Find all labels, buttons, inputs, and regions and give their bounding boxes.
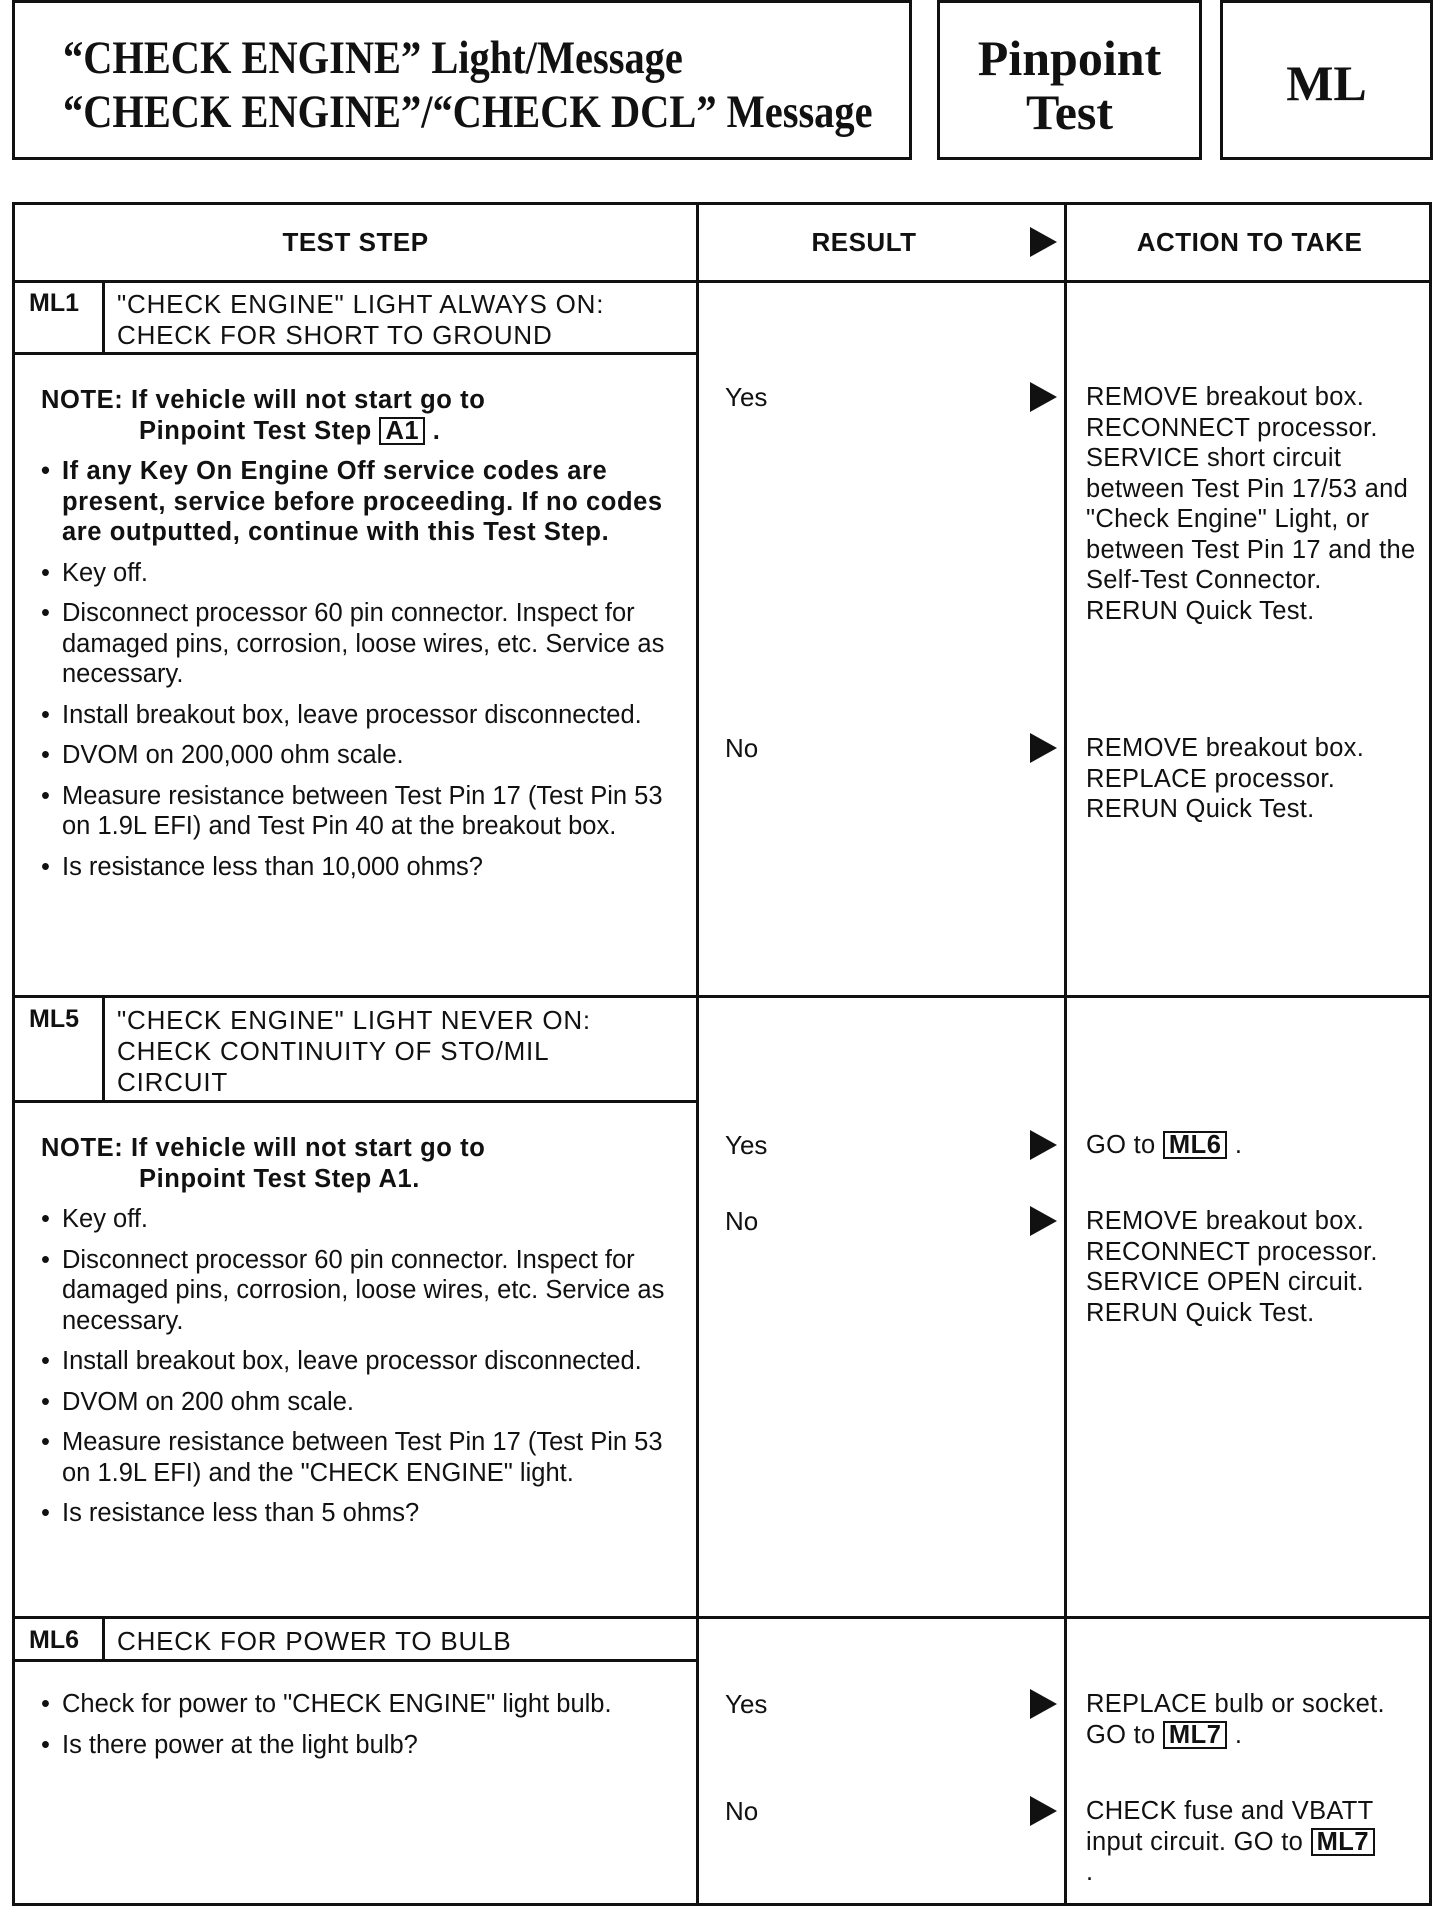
- step-id: ML5: [29, 1005, 79, 1033]
- title-box: [12, 0, 912, 160]
- row-divider: [15, 995, 1429, 998]
- test-code: ML: [1286, 55, 1367, 111]
- arrow-right-icon: [1030, 1689, 1057, 1719]
- column-divider: [696, 205, 699, 1903]
- step-title: "CHECK ENGINE" LIGHT ALWAYS ON: CHECK FOR SHORT TO GROUND: [117, 289, 605, 350]
- arrow-right-icon: [1030, 1130, 1057, 1160]
- action-no: [1086, 1796, 1386, 1888]
- note-text-indented: Pinpoint Test Step A1.: [139, 1164, 420, 1193]
- action-period: .: [1234, 1720, 1243, 1749]
- result-no: No: [725, 1796, 759, 1826]
- list-item: • Measure resistance between Test Pin 17 (Test Pin 53 on 1.9L EFI) and the "CHECK ENGINE" light.: [41, 1427, 683, 1488]
- step-reference: A1: [379, 417, 425, 445]
- list-item: • DVOM on 200,000 ohm scale.: [41, 740, 683, 771]
- list-item: • Install breakout box, leave processor disconnected.: [41, 700, 683, 731]
- list-item: • Install breakout box, leave processor disconnected.: [41, 1346, 683, 1377]
- result-yes: Yes: [725, 382, 768, 412]
- step-title-divider: [15, 352, 696, 355]
- pinpoint-test-box: [937, 0, 1202, 160]
- list-item: • If any Key On Engine Off service codes are present, service before proceeding. If no codes are outputted, continue with this Test Step.: [41, 456, 683, 548]
- step-id-divider: [102, 1619, 105, 1661]
- list-item: • DVOM on 200 ohm scale.: [41, 1387, 683, 1418]
- test-code-box: [1220, 0, 1433, 160]
- column-header-result: RESULT: [811, 227, 917, 257]
- result-no: No: [725, 1206, 759, 1236]
- arrow-right-icon: [1030, 382, 1057, 412]
- title-line-1: “CHECK ENGINE” Light/Message: [63, 32, 683, 84]
- step-reference: ML6: [1163, 1131, 1228, 1159]
- step-title-divider: [15, 1659, 696, 1662]
- step-reference: ML7: [1311, 1828, 1376, 1856]
- pinpoint-line-2: Test: [1025, 84, 1114, 140]
- arrow-right-icon: [1030, 733, 1057, 763]
- step-title: "CHECK ENGINE" LIGHT NEVER ON: CHECK CONTINUITY OF STO/MIL CIRCUIT: [117, 1005, 591, 1097]
- step-body: [41, 1133, 683, 1529]
- note-text-indented: [41, 416, 683, 447]
- list-item: • Is resistance less than 10,000 ohms?: [41, 852, 683, 883]
- test-table: [12, 202, 1432, 1906]
- list-item: • Disconnect processor 60 pin connector. Inspect for damaged pins, corrosion, loose wires, etc. Service as necessary.: [41, 598, 683, 690]
- action-period: .: [1086, 1858, 1094, 1886]
- column-header-test-step: TEST STEP: [282, 227, 429, 257]
- result-no: No: [725, 733, 759, 763]
- step-reference: ML7: [1163, 1721, 1228, 1749]
- arrow-right-icon: [1030, 1796, 1057, 1826]
- header-divider: [15, 280, 1429, 283]
- list-item: • Key off.: [41, 558, 683, 589]
- list-item: • Disconnect processor 60 pin connector. Inspect for damaged pins, corrosion, loose wires, etc. Service as necessary.: [41, 1245, 683, 1337]
- step-id-divider: [102, 998, 105, 1103]
- action-yes: [1086, 1130, 1416, 1161]
- note-text: NOTE: If vehicle will not start go to: [41, 386, 486, 414]
- title-line-2: “CHECK ENGINE”/“CHECK DCL” Message: [63, 86, 873, 138]
- result-yes: Yes: [725, 1130, 768, 1160]
- note-text: NOTE: If vehicle will not start go to: [41, 1134, 486, 1162]
- step-id: ML6: [29, 1626, 79, 1654]
- action-text: REPLACE bulb or socket. GO to: [1086, 1690, 1385, 1749]
- step-id: ML1: [29, 289, 79, 317]
- arrow-right-icon: [1030, 1206, 1057, 1236]
- note-text-2: Pinpoint Test Step: [139, 416, 372, 445]
- action-no: REMOVE breakout box. REPLACE processor. RERUN Quick Test.: [1086, 734, 1365, 823]
- step-note: [41, 385, 683, 446]
- list-item: • Is resistance less than 5 ohms?: [41, 1498, 683, 1529]
- result-yes: Yes: [725, 1689, 768, 1719]
- list-item: • Key off.: [41, 1204, 683, 1235]
- action-period: .: [1234, 1131, 1243, 1159]
- step-body: [41, 1679, 683, 1760]
- action-yes: REMOVE breakout box. RECONNECT processor. SERVICE short circuit between Test Pin 17/53 and "Check Engine" Light, or between Test Pin 17 and the Self-Test Connector. RERUN Quick Test.: [1086, 383, 1416, 625]
- step-title-divider: [15, 1100, 696, 1103]
- step-body: [41, 385, 683, 882]
- step-note: [41, 1133, 683, 1194]
- step-id-divider: [102, 283, 105, 355]
- action-text: CHECK fuse and VBATT input circuit. GO to: [1086, 1797, 1374, 1856]
- column-divider: [1064, 205, 1067, 1903]
- list-item: • Check for power to "CHECK ENGINE" light bulb.: [41, 1689, 683, 1720]
- pinpoint-line-1: Pinpoint: [977, 30, 1162, 86]
- row-divider: [15, 1616, 1429, 1619]
- arrow-right-icon: [1030, 227, 1057, 257]
- action-text: GO to: [1086, 1131, 1156, 1159]
- list-item: • Is there power at the light bulb?: [41, 1730, 683, 1761]
- list-item: • Measure resistance between Test Pin 17 (Test Pin 53 on 1.9L EFI) and Test Pin 40 at the breakout box.: [41, 781, 683, 842]
- column-header-action: ACTION TO TAKE: [1136, 227, 1363, 257]
- step-title: CHECK FOR POWER TO BULB: [117, 1626, 512, 1656]
- action-no: REMOVE breakout box. RECONNECT processor. SERVICE OPEN circuit. RERUN Quick Test.: [1086, 1207, 1378, 1327]
- note-period: .: [432, 416, 441, 445]
- action-yes: [1086, 1689, 1386, 1750]
